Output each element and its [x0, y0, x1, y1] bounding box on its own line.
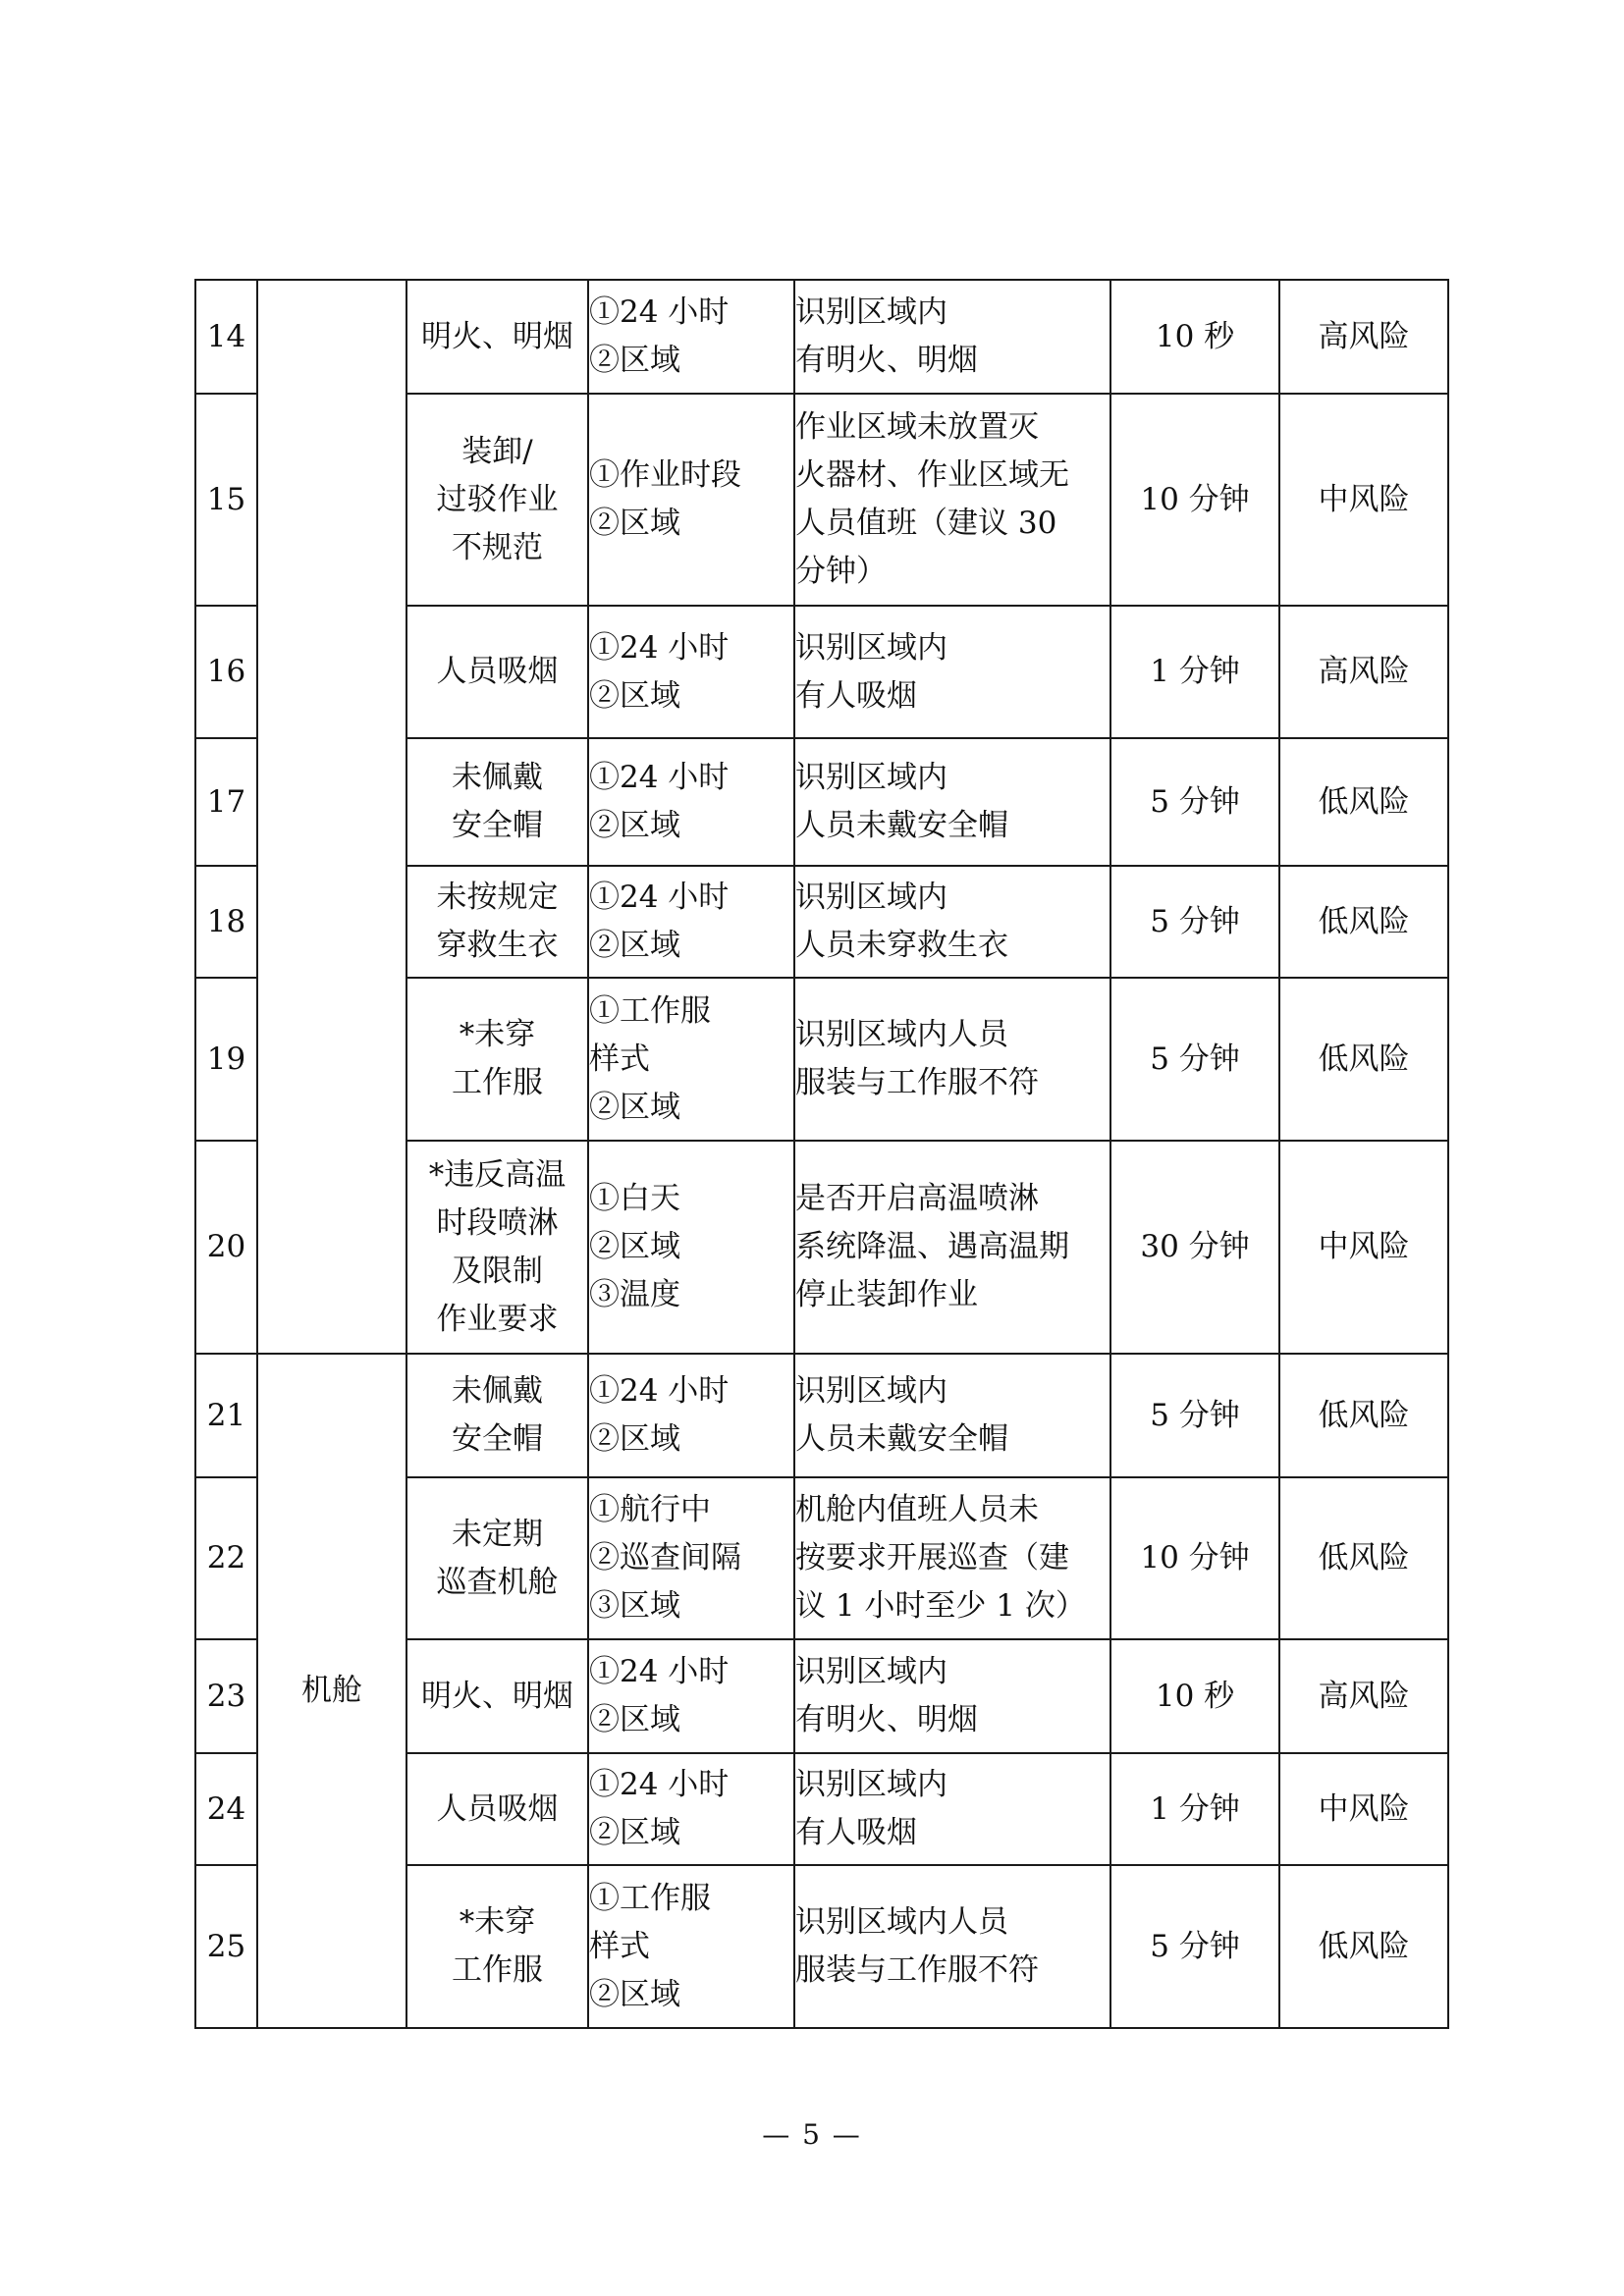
item-line: 作业要求	[436, 1301, 559, 1337]
time-cell: 5 分钟	[1110, 1354, 1279, 1477]
row-number: 22	[195, 1477, 257, 1639]
row-number: 20	[195, 1141, 257, 1354]
risk-level-cell: 低风险	[1279, 1477, 1448, 1639]
table-row	[195, 1354, 1448, 1477]
description-line: 火器材、作业区域无	[795, 457, 1069, 493]
description-line: 有人吸烟	[795, 1815, 917, 1850]
condition-line: ②区域	[589, 928, 680, 963]
description-cell	[794, 1354, 1110, 1477]
time-cell: 5 分钟	[1110, 1865, 1279, 2028]
item-cell	[406, 1753, 588, 1865]
condition-line: ②区域	[589, 1702, 680, 1737]
description-line: 人员未戴安全帽	[795, 1421, 1008, 1457]
item-line: 明火、明烟	[421, 1678, 573, 1714]
condition-line: ①航行中	[589, 1492, 711, 1527]
description-cell	[794, 280, 1110, 394]
item-cell	[406, 394, 588, 606]
time-cell: 5 分钟	[1110, 866, 1279, 978]
description-line: 服装与工作服不符	[795, 1065, 1039, 1100]
time-cell: 10 分钟	[1110, 1477, 1279, 1639]
item-cell	[406, 866, 588, 978]
condition-line: ①工作服	[589, 1880, 711, 1916]
risk-level-cell: 低风险	[1279, 1865, 1448, 2028]
area-cell-engine-room: 机舱	[257, 1354, 406, 2028]
row-number: 19	[195, 978, 257, 1141]
description-line: 作业区域未放置灭	[795, 409, 1039, 445]
time-cell: 10 秒	[1110, 280, 1279, 394]
item-line: *未穿	[459, 1017, 536, 1052]
condition-line: ②区域	[589, 1815, 680, 1850]
item-line: 工作服	[452, 1065, 543, 1100]
item-cell	[406, 1354, 588, 1477]
condition-line: ②区域	[589, 808, 680, 843]
description-line: 有人吸烟	[795, 677, 917, 714]
condition-cell	[588, 978, 794, 1141]
item-line: *违反高温	[428, 1156, 567, 1193]
description-cell	[794, 866, 1110, 978]
condition-line: ①24 小时	[589, 880, 730, 915]
risk-level-cell: 低风险	[1279, 738, 1448, 866]
risk-level-cell: 低风险	[1279, 866, 1448, 978]
condition-cell	[588, 1141, 794, 1354]
description-line: 系统降温、遇高温期	[795, 1229, 1069, 1264]
condition-cell	[588, 1753, 794, 1865]
risk-table	[194, 279, 1449, 2029]
item-line: 时段喷淋	[436, 1204, 559, 1241]
description-line: 识别区域内	[795, 629, 947, 666]
item-line: 未佩戴	[452, 1373, 543, 1409]
item-line: 不规范	[452, 529, 543, 565]
description-cell	[794, 1477, 1110, 1639]
description-cell	[794, 738, 1110, 866]
condition-cell	[588, 394, 794, 606]
condition-line: ②区域	[589, 1976, 680, 2012]
description-line: 识别区域内	[795, 1767, 947, 1802]
page-number: — 5 —	[762, 2118, 862, 2151]
row-number: 15	[195, 394, 257, 606]
item-line: 人员吸烟	[436, 654, 559, 689]
condition-line: ②区域	[589, 1089, 680, 1125]
time-cell: 30 分钟	[1110, 1141, 1279, 1354]
row-number: 21	[195, 1354, 257, 1477]
condition-line: ②区域	[589, 1421, 680, 1457]
risk-level-cell: 中风险	[1279, 1141, 1448, 1354]
description-line: 停止装卸作业	[795, 1277, 978, 1312]
item-line: 装卸/	[461, 433, 533, 469]
condition-line: ②区域	[589, 343, 680, 378]
item-cell	[406, 280, 588, 394]
condition-line: ①24 小时	[589, 1654, 730, 1689]
risk-level-cell: 高风险	[1279, 606, 1448, 738]
condition-cell	[588, 1477, 794, 1639]
condition-line: ②区域	[589, 506, 680, 541]
risk-level-cell: 中风险	[1279, 394, 1448, 606]
time-cell: 5 分钟	[1110, 738, 1279, 866]
description-cell	[794, 1865, 1110, 2028]
condition-line: ①24 小时	[589, 1767, 730, 1802]
item-line: 安全帽	[452, 1421, 543, 1457]
item-line: 未按规定	[436, 880, 559, 915]
row-number: 23	[195, 1639, 257, 1753]
description-line: 有明火、明烟	[795, 343, 978, 378]
description-line: 有明火、明烟	[795, 1702, 978, 1737]
description-line: 是否开启高温喷淋	[795, 1181, 1039, 1216]
item-cell	[406, 978, 588, 1141]
table-row	[195, 280, 1448, 394]
row-number: 25	[195, 1865, 257, 2028]
description-cell	[794, 1141, 1110, 1354]
item-line: 过驳作业	[436, 481, 559, 517]
condition-line: 样式	[589, 1928, 650, 1964]
description-cell	[794, 606, 1110, 738]
condition-line: ①作业时段	[589, 457, 741, 493]
condition-cell	[588, 738, 794, 866]
row-number: 18	[195, 866, 257, 978]
item-line: 巡查机舱	[436, 1564, 559, 1600]
condition-line: ①24 小时	[589, 760, 730, 795]
description-line: 议 1 小时至少 1 次）	[795, 1588, 1086, 1624]
description-line: 识别区域内	[795, 1654, 947, 1689]
condition-line: ③温度	[589, 1277, 680, 1312]
condition-cell	[588, 606, 794, 738]
description-cell	[794, 978, 1110, 1141]
description-line: 识别区域内	[795, 880, 947, 915]
item-cell	[406, 1639, 588, 1753]
condition-cell	[588, 1639, 794, 1753]
condition-line: ①白天	[589, 1181, 680, 1216]
condition-line: ②区域	[589, 1229, 680, 1264]
risk-level-cell: 高风险	[1279, 280, 1448, 394]
time-cell: 10 秒	[1110, 1639, 1279, 1753]
condition-line: ②巡查间隔	[589, 1540, 741, 1575]
condition-line: ①工作服	[589, 992, 711, 1029]
condition-cell	[588, 866, 794, 978]
time-cell: 1 分钟	[1110, 1753, 1279, 1865]
condition-line: ③区域	[589, 1588, 680, 1624]
condition-line: ①24 小时	[589, 294, 730, 330]
risk-level-cell: 低风险	[1279, 1354, 1448, 1477]
item-line: 及限制	[452, 1253, 543, 1289]
description-cell	[794, 1753, 1110, 1865]
description-line: 人员未穿救生衣	[795, 928, 1008, 963]
item-line: 工作服	[452, 1952, 543, 1988]
description-line: 识别区域内	[795, 1373, 947, 1409]
description-cell	[794, 1639, 1110, 1753]
item-cell	[406, 738, 588, 866]
item-line: 安全帽	[452, 808, 543, 843]
condition-line: ①24 小时	[589, 629, 730, 666]
item-cell	[406, 606, 588, 738]
description-line: 识别区域内人员	[795, 1904, 1008, 1940]
row-number: 16	[195, 606, 257, 738]
item-line: 人员吸烟	[436, 1790, 559, 1827]
condition-cell	[588, 1354, 794, 1477]
row-number: 17	[195, 738, 257, 866]
item-line: 明火、明烟	[421, 318, 573, 354]
description-line: 识别区域内	[795, 760, 947, 795]
item-line: *未穿	[459, 1904, 536, 1940]
condition-line: ①24 小时	[589, 1373, 730, 1409]
description-line: 服装与工作服不符	[795, 1952, 1039, 1988]
item-line: 未佩戴	[452, 760, 543, 795]
condition-line: ②区域	[589, 677, 680, 714]
risk-level-cell: 低风险	[1279, 978, 1448, 1141]
description-line: 人员未戴安全帽	[795, 808, 1008, 843]
item-cell	[406, 1865, 588, 2028]
item-line: 穿救生衣	[436, 928, 559, 963]
risk-level-cell: 中风险	[1279, 1753, 1448, 1865]
description-line: 识别区域内	[795, 294, 947, 330]
item-cell	[406, 1141, 588, 1354]
description-cell	[794, 394, 1110, 606]
row-number: 24	[195, 1753, 257, 1865]
condition-line: 样式	[589, 1041, 650, 1077]
description-line: 人员值班（建议 30	[795, 506, 1057, 541]
item-line: 未定期	[452, 1516, 543, 1552]
description-line: 识别区域内人员	[795, 1017, 1008, 1052]
item-cell	[406, 1477, 588, 1639]
row-number: 14	[195, 280, 257, 394]
area-cell-upper	[257, 280, 406, 1354]
description-line: 按要求开展巡查（建	[795, 1540, 1069, 1575]
risk-level-cell: 高风险	[1279, 1639, 1448, 1753]
condition-cell	[588, 280, 794, 394]
condition-cell	[588, 1865, 794, 2028]
time-cell: 5 分钟	[1110, 978, 1279, 1141]
description-line: 分钟）	[795, 554, 887, 589]
time-cell: 1 分钟	[1110, 606, 1279, 738]
time-cell: 10 分钟	[1110, 394, 1279, 606]
description-line: 机舱内值班人员未	[795, 1492, 1039, 1527]
